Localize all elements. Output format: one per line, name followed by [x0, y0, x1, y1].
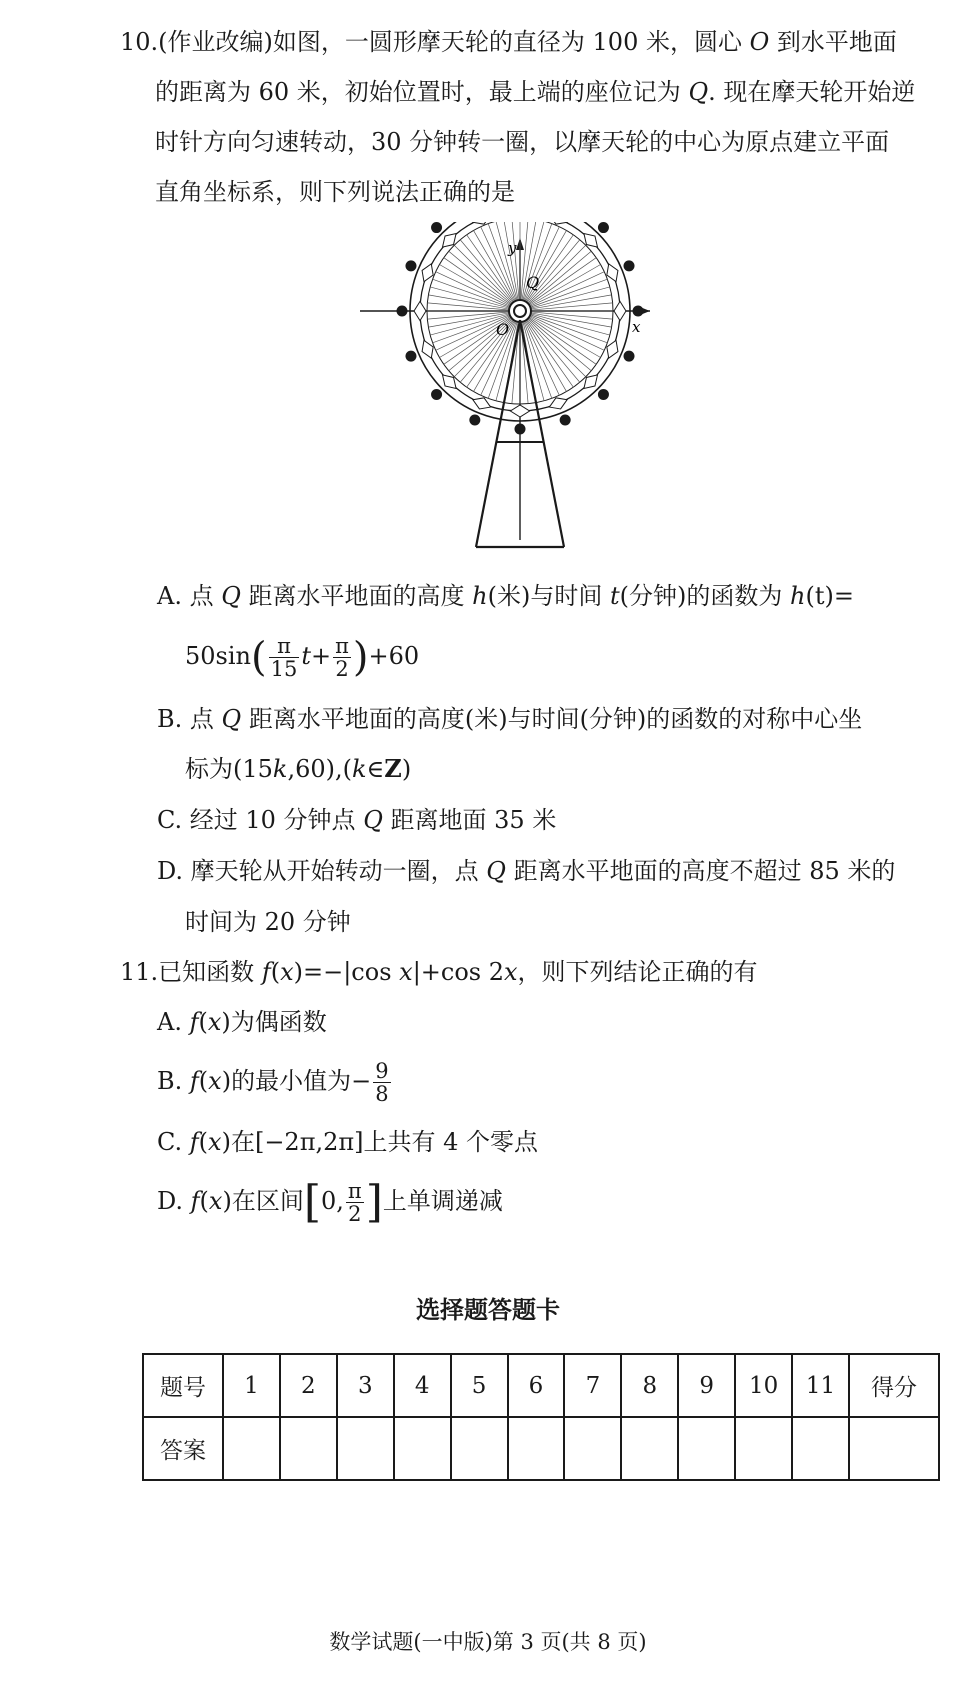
cabin-mount: [473, 398, 491, 409]
wheel-spoke: [436, 272, 510, 307]
wheel-spoke: [530, 316, 604, 351]
answer-card-table: [142, 1353, 940, 1481]
seat-dot: [598, 222, 609, 233]
ferris-wheel-figure: [350, 222, 660, 552]
cabin-mount: [607, 264, 618, 282]
seat-dot: [515, 424, 526, 435]
wheel-spoke: [526, 320, 573, 387]
wheel-spoke: [460, 240, 513, 303]
q11-option-d: D. f(x)在区间[0, $\frac{\pi}{2}$ ]上单调递减: [157, 1176, 503, 1228]
point-q-label: Q: [526, 273, 540, 292]
wheel-spoke: [527, 319, 580, 382]
answer-cell[interactable]: [564, 1417, 621, 1480]
question-number-header: 题号: [143, 1354, 223, 1417]
q10-option-a-line2: 50sin( $\frac{\pi}{15}$ t+ $\frac{\pi}{2}$ )+60: [185, 634, 420, 682]
wheel-spoke: [531, 303, 613, 310]
answer-card-answer-row: [143, 1417, 939, 1480]
answer-cell[interactable]: [621, 1417, 678, 1480]
wheel-spoke: [454, 245, 512, 303]
wheel-spoke: [433, 279, 510, 307]
page-footer: 数学试题(一中版)第 3 页(共 8 页): [329, 1630, 647, 1654]
number-cell: 7: [564, 1354, 621, 1417]
q10-option-b-line2: 标为(15k,60),(k∈Z): [185, 754, 412, 783]
answer-cell[interactable]: [451, 1417, 508, 1480]
q10-line2: 的距离为 60 米，初始位置时，最上端的座位记为 Q. 现在摩天轮开始逆: [155, 78, 916, 106]
cabin-mount: [614, 301, 626, 320]
seat-dot: [431, 389, 442, 400]
number-cell: 8: [621, 1354, 678, 1417]
wheel-spoke: [488, 224, 516, 301]
wheel-spoke: [530, 272, 604, 307]
q10-number: 10.: [120, 28, 159, 56]
q10-option-c: C. 经过 10 分钟点 Q 距离地面 35 米: [157, 806, 557, 834]
seat-dot: [405, 260, 416, 271]
wheel-spoke: [529, 317, 596, 364]
q11-number: 11.: [120, 958, 159, 986]
wheel-spoke: [531, 312, 613, 319]
seat-dot: [598, 389, 609, 400]
wheel-spoke: [512, 222, 519, 300]
answer-cell[interactable]: [280, 1417, 337, 1480]
fraction-pi-over-2: $\frac{\pi}{2}$: [335, 634, 349, 682]
seat-dot: [431, 222, 442, 233]
answer-cell[interactable]: [337, 1417, 394, 1480]
wheel-spoke: [439, 265, 510, 306]
q10-option-d-line2: 时间为 20 分钟: [185, 908, 351, 936]
number-cell: 11: [792, 1354, 849, 1417]
seat-dot: [633, 306, 644, 317]
wheel-spoke: [427, 312, 509, 319]
axis-x-label: x: [632, 318, 641, 336]
answer-cell[interactable]: [792, 1417, 849, 1480]
fraction-pi-over-15: $\frac{\pi}{15}$: [270, 634, 298, 682]
fraction-pi-over-2: $\frac{\pi}{2}$: [347, 1179, 362, 1227]
answer-cell[interactable]: [223, 1417, 280, 1480]
score-header: 得分: [849, 1354, 939, 1417]
q11-option-a: A. f(x)为偶函数: [157, 1008, 327, 1036]
number-cell: 2: [280, 1354, 337, 1417]
cabin-mount: [510, 405, 529, 417]
q11-option-b: B. f(x)的最小值为− $\frac{9}{8}$: [157, 1059, 389, 1107]
seat-dot: [624, 351, 635, 362]
wheel-spoke: [467, 235, 514, 302]
number-cell: 3: [337, 1354, 394, 1417]
wheel-spoke: [525, 321, 560, 395]
q10-option-b-line1: B. 点 Q 距离水平地面的高度(米)与时间(分钟)的函数的对称中心坐: [157, 705, 863, 733]
fraction-9-over-8: $\frac{9}{8}$: [375, 1059, 389, 1107]
seat-dot: [469, 415, 480, 426]
wheel-spoke: [444, 258, 511, 305]
number-cell: 6: [508, 1354, 565, 1417]
wheel-spoke: [530, 317, 601, 358]
wheel-spoke: [427, 303, 509, 310]
number-cell: 1: [223, 1354, 280, 1417]
q10-line1: 10.(作业改编)如图，一圆形摩天轮的直径为 100 米，圆心 O 到水平地面: [120, 28, 897, 56]
answer-cell[interactable]: [678, 1417, 735, 1480]
q10-line4: 直角坐标系，则下列说法正确的是: [155, 178, 515, 206]
seat-dot: [560, 415, 571, 426]
cabin-mount: [422, 340, 433, 358]
q11-stem: 11.已知函数 f(x)=−|cos x|+cos 2x，则下列结论正确的有: [120, 958, 758, 986]
cabin-mount: [414, 301, 426, 320]
number-cell: 9: [678, 1354, 735, 1417]
answer-cell[interactable]: [508, 1417, 565, 1480]
score-cell[interactable]: [849, 1417, 939, 1480]
seat-dot: [397, 306, 408, 317]
answer-cell[interactable]: [394, 1417, 451, 1480]
seat-dot: [624, 260, 635, 271]
seat-dot: [405, 351, 416, 362]
q10-option-a-line1: A. 点 Q 距离水平地面的高度 h(米)与时间 t(分钟)的函数为 h(t)=: [157, 582, 854, 610]
wheel-spoke: [530, 279, 607, 307]
wheel-spoke: [528, 318, 591, 371]
q10-option-d-line1: D. 摩天轮从开始转动一圈，点 Q 距离水平地面的高度不超过 85 米的: [157, 857, 896, 885]
cabin-mount: [607, 340, 618, 358]
number-cell: 4: [394, 1354, 451, 1417]
wheel-spoke: [530, 315, 607, 343]
cabin-mount: [422, 264, 433, 282]
number-cell: 10: [735, 1354, 792, 1417]
wheel-spoke: [527, 240, 580, 303]
answer-cell[interactable]: [735, 1417, 792, 1480]
wheel-spoke: [530, 265, 601, 306]
q10-line3: 时针方向匀速转动，30 分钟转一圈，以摩天轮的中心为原点建立平面: [155, 128, 890, 156]
cabin-mount: [549, 398, 567, 409]
answer-card-title: 选择题答题卡: [416, 1296, 560, 1324]
number-cell: 5: [451, 1354, 508, 1417]
answer-header: 答案: [143, 1417, 223, 1480]
axis-y-label: y: [508, 239, 517, 257]
wheel-spoke: [449, 251, 512, 304]
origin-o-label: O: [496, 320, 510, 339]
wheel-spoke: [481, 227, 516, 301]
answer-card-number-row: [143, 1354, 939, 1417]
wheel-spoke: [528, 319, 586, 377]
q11-option-c: C. f(x)在[−2π,2π]上共有 4 个零点: [157, 1128, 539, 1156]
